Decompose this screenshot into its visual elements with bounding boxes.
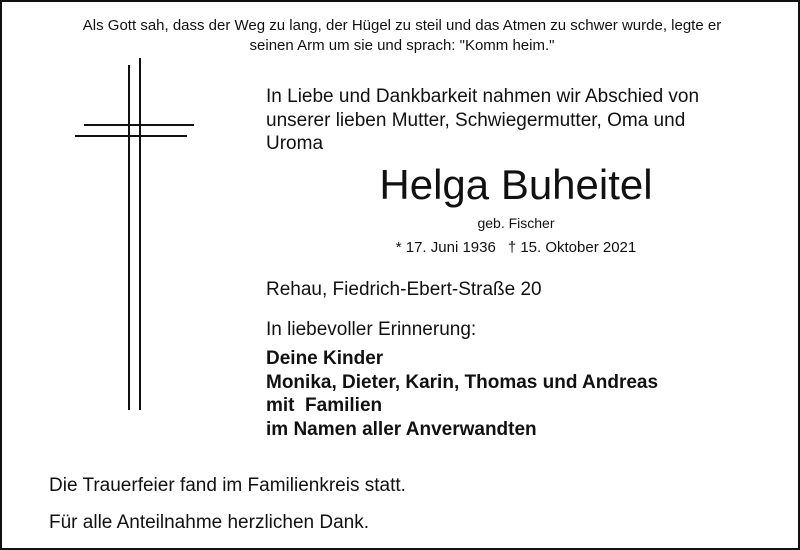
mourners-list (266, 347, 786, 441)
cross-horizontal-bar (75, 135, 187, 137)
intro-line: Uroma (266, 133, 324, 154)
birth-name: geb. Fischer (477, 215, 555, 231)
cross-vertical-bar (128, 65, 130, 410)
remembrance-label: In liebevoller Erinnerung: (266, 319, 477, 340)
mourner-line: im Namen aller Anverwandten (266, 418, 537, 440)
birth-date: * 17. Juni 1936 (395, 239, 496, 256)
motto-line: seinen Arm um sie und sprach: "Komm heim." (249, 37, 555, 54)
motto-text (22, 16, 782, 56)
address: Rehau, Fiedrich-Ebert-Straße 20 (266, 279, 542, 300)
cross-horizontal-bar (84, 124, 194, 126)
thanks-note: Für alle Anteilnahme herzlichen Dank. (49, 512, 370, 533)
motto-line: Als Gott sah, dass der Weg zu lang, der Hügel zu steil und das Atmen zu schwer wurde, legte er (82, 17, 722, 34)
intro-text (266, 85, 766, 156)
life-dates (266, 238, 766, 258)
mourner-line: mit Familien (266, 395, 383, 416)
mourner-line: Deine Kinder (266, 348, 384, 369)
death-date: † 15. Oktober 2021 (507, 239, 637, 256)
intro-line: In Liebe und Dankbarkeit nahmen wir Abschied von (266, 86, 700, 107)
cross-vertical-bar (139, 58, 141, 410)
intro-line: unserer lieben Mutter, Schwiegermutter, Oma und (266, 109, 686, 131)
deceased-name: Helga Buheitel (379, 161, 653, 208)
mourner-line: Monika, Dieter, Karin, Thomas und Andreas (266, 371, 659, 393)
funeral-note: Die Trauerfeier fand im Familienkreis statt. (49, 475, 406, 496)
